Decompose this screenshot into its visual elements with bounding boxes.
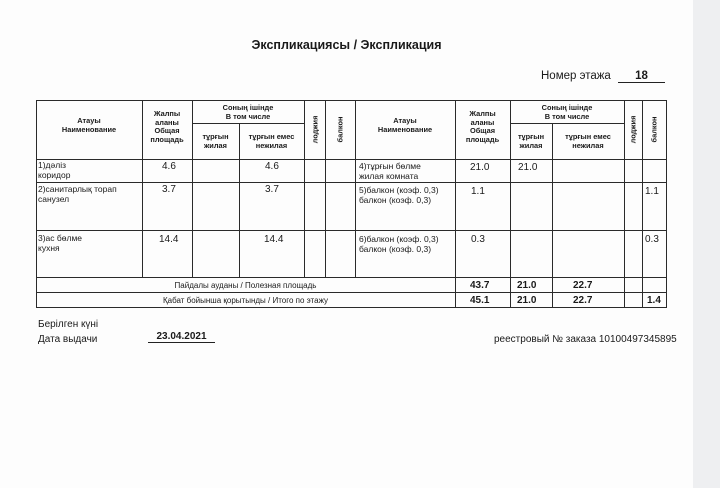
total-floor-balcony: 1.4 <box>647 295 661 306</box>
issued-label-ru: Дата выдачи <box>38 334 98 345</box>
header-name-left: Атауы Наименование <box>61 116 117 134</box>
total-floor-living: 21.0 <box>517 295 537 306</box>
header-total-left: Жалпы аланы Общая площадь <box>150 109 184 144</box>
header-living-right: тұрғын жилая <box>517 132 545 150</box>
cell-nonliving: 4.6 <box>265 161 279 172</box>
row-name-corridor: 1)дәліз коридор <box>38 160 71 180</box>
cell-total: 21.0 <box>470 162 490 173</box>
total-useful-total: 43.7 <box>470 280 490 291</box>
total-useful-label: Пайдалы ауданы / Полезная площадь <box>174 281 317 290</box>
total-floor-label: Қабат бойынша қорытынды / Итого по этажу <box>162 296 329 305</box>
cell-nonliving: 3.7 <box>265 184 279 195</box>
cell-balcony: 1.1 <box>645 186 659 197</box>
total-useful-living: 21.0 <box>517 280 537 291</box>
row-name-balcony-2: 6)балкон (коэф. 0,3) балкон (коэф. 0,3) <box>359 234 439 254</box>
cell-total: 0.3 <box>471 234 485 245</box>
header-nonliving-right: тұрғын емес нежилая <box>565 132 611 150</box>
cell-total: 3.7 <box>162 184 176 195</box>
cell-total: 1.1 <box>471 186 485 197</box>
page-edge <box>693 0 720 488</box>
floor-label: Номер этажа <box>541 70 611 82</box>
registry-number: реестровый № заказа 10100497345895 <box>494 334 677 345</box>
issue-date: 23.04.2021 <box>148 331 215 343</box>
issued-label-kz: Берілген күні <box>38 319 99 330</box>
cell-balcony: 0.3 <box>645 234 659 245</box>
header-total-right: Жалпы аланы Общая площадь <box>465 109 500 144</box>
total-floor-total: 45.1 <box>470 295 490 306</box>
row-name-living-room: 4)тұрғын бөлме жилая комната <box>359 161 421 181</box>
floor-number <box>541 70 665 83</box>
floor-value: 18 <box>618 70 665 83</box>
header-nonliving-left: тұрғын емес нежилая <box>248 132 295 150</box>
cell-nonliving: 14.4 <box>264 234 284 245</box>
explication-table <box>36 100 667 308</box>
header-living-left: тұрғын жилая <box>202 132 229 150</box>
row-name-balcony-1: 5)балкон (коэф. 0,3) балкон (коэф. 0,3) <box>359 185 439 205</box>
document-title: Экспликациясы / Экспликация <box>251 38 442 52</box>
cell-living: 21.0 <box>518 162 538 173</box>
row-name-kitchen: 3)ас бөлме кухня <box>38 233 83 253</box>
total-floor-nonliving: 22.7 <box>573 295 593 306</box>
header-loggia-right: лоджия <box>628 115 638 144</box>
cell-total: 14.4 <box>159 234 179 245</box>
header-incl-right: Соның ішінде В том числе <box>541 103 593 121</box>
header-loggia-left: лоджия <box>310 115 320 144</box>
header-balcony-right: балкон <box>649 116 659 143</box>
header-incl-left: Соның ішінде В том числе <box>222 103 274 121</box>
header-name-right: Атауы Наименование <box>377 116 433 134</box>
header-balcony-left: балкон <box>335 116 345 143</box>
row-name-bathroom: 2)санитарлық торап санузел <box>38 184 117 204</box>
cell-total: 4.6 <box>162 161 176 172</box>
total-useful-nonliving: 22.7 <box>573 280 593 291</box>
